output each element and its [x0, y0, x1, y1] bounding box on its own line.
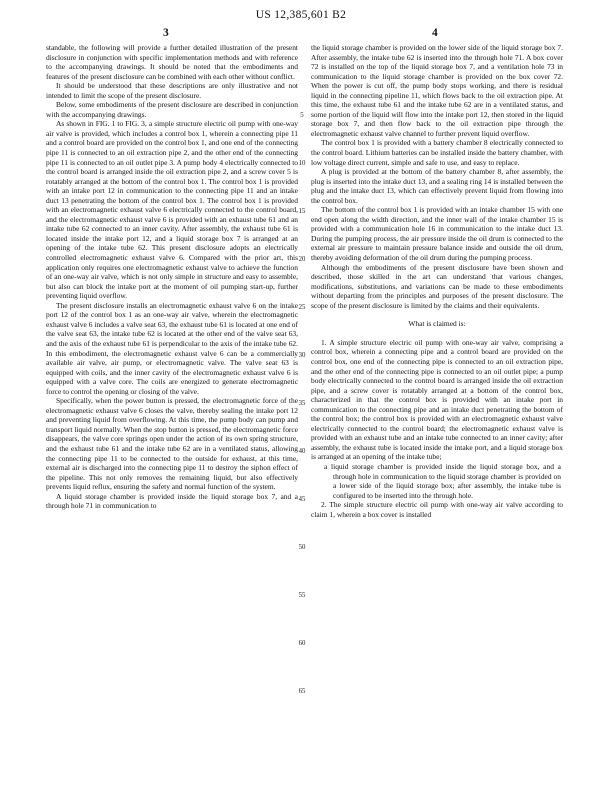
paragraph: As shown in FIG. 1 to FIG. 3, a simple structure electric oil pump with one-way air valve is provided, which includes a control box 1, wherein a connecting pipe 11 and a control board are provided on the control box 1, and one end of the connecting pipe 11 is connected to an oil extraction pipe 2, and the other end of the connecting pipe 11 is connected to an oil outlet pipe 3. A pump body 4 electrically connected to the control board is arranged inside the oil extraction pipe 2, and a screw cover 5 is rotatably arranged at the bottom of the control box 1. The control box 1 is provided with an intake port 12 in communication to the connecting pipe 11 and an intake duct 13 penetrating the bottom of the control box 1. The control box 1 is provided with an electromagnetic exhaust valve 6 electrically connected to the control board, and the electromagnetic exhaust valve 6 is provided with an exhaust tube 61 and an intake tube 62 connected to an inner cavity. After assembly, the exhaust tube 61 is located inside the intake port 12, and a liquid storage box 7 is arranged at an opening of the intake tube 62. This present disclosure adopts an electrically controlled electromagnetic exhaust valve 6. Compared with the prior art, this application only requires one electromagnetic exhaust valve to achieve the function of an one-way air valve, which is not only simple in structure and easy to assemble, but also can block the intake port at the moment of oil pumping start-up, further preventing liquid overflow.: [46, 119, 298, 301]
paragraph: Although the embodiments of the present disclosure have been shown and described, those skilled in the art can understand that various changes, modifications, substitutions, and variations can be made to these embodiments without departing from the principles and purposes of the present disclosure. The scope of the present disclosure is limited by the claims and their equivalents.: [311, 262, 563, 310]
paragraph: Below, some embodiments of the present disclosure are described in conjunction with the accompanying drawings.: [46, 100, 298, 119]
line-number: 15: [298, 208, 306, 215]
line-number: 25: [298, 304, 306, 311]
paragraph: the liquid storage chamber is provided on the lower side of the liquid storage box 7. After assembly, the intake tube 62 is inserted into the through hole 71. A box cover 72 is installed on the top of the liquid storage box 7, and a ventilation hole 73 in communication to the liquid storage chamber is provided on the box cover 72. When the power is cut off, the pump body stops working, and there is residual liquid in the connecting pipeline 11, which flows back to the oil extraction pipe. At this time, the exhaust tube 61 and the intake tube 62 are in a ventilated status, and some portion of the liquid will flow into the intake port 12, then stored in the liquid storage box 7, and then flow back to the oil extraction pipe through the electromagnetic exhaust valve channel to further prevent liquid overflow.: [311, 43, 563, 138]
line-number: 65: [298, 688, 306, 695]
claim-1: 1. A simple structure electric oil pump with one-way air valve, comprising a control box, wherein a connecting pipe and a control board are provided on the control box, one end of the connecting pipe is connected to an oil extraction pipe, and the other end of the connecting pipe is connected to an oil outlet pipe; a pump body electrically connected to the control board is arranged inside the oil extraction pipe, and a screw cover is rotatably arranged at a bottom of the control box, characterized in that the control box is provided with an intake port in communication to the connecting pipe and an intake duct penetrating the bottom of the control box; the control box is provided with an electromagnetic exhaust valve electrically connected to the control board; the electromagnetic exhaust valve is provided with an exhaust tube and an intake tube connected to an inner cavity; after assembly, the exhaust tube is located inside the intake port, and a liquid storage box is arranged at an opening of the intake tube;: [311, 337, 563, 462]
column-number-right: 4: [432, 27, 438, 39]
line-number: 20: [298, 256, 306, 263]
line-number: 35: [298, 400, 306, 407]
column-number-left: 3: [163, 27, 169, 39]
left-column: [46, 43, 298, 511]
paragraph: A plug is provided at the bottom of the battery chamber 8, after assembly, the plug is inserted into the intake duct 13, and a sealing ring 14 is installed between the plug and the intake duct 13, which can effectively prevent liquid from flowing into the control box.: [311, 167, 563, 205]
line-number: 30: [298, 352, 306, 359]
claims-heading: What is claimed is:: [408, 319, 466, 329]
line-number: 10: [298, 160, 306, 167]
line-number: 5: [300, 112, 304, 119]
paragraph: The present disclosure installs an electromagnetic exhaust valve 6 on the intake port 12 of the control box 1 as an one-way air valve, wherein the electromagnetic exhaust valve 6 includes a valve seat 63, the exhaust tube 61 is located at one end of the valve seat 63, the intake tube 62 is located at the other end of the valve seat 63, and the axis of the exhaust tube 61 is perpendicular to the axis of the intake tube 62. In this embodiment, the electromagnetic exhaust valve 6 can be a commercially available air valve, air pump, or electromagnetic valve. The valve seat 63 is equipped with coils, and the inner cavity of the electromagnetic exhaust valve 6 is equipped with a valve core. The coils are energized to generate electromagnetic force to control the opening or closing of the valve.: [46, 300, 298, 396]
right-column: [311, 43, 563, 519]
patent-number: US 12,385,601 B2: [255, 9, 347, 21]
paragraph: standable, the following will provide a further detailed illustration of the present disclosure in conjunction with specific implementation methods and with reference to the accompanying drawings. It should be noted that the embodiments and features of the present disclosure can be combined with each other without conflict.: [46, 43, 298, 81]
line-number: 60: [298, 640, 306, 647]
line-number: 55: [298, 592, 306, 599]
line-number: 45: [298, 496, 306, 503]
line-number: 40: [298, 448, 306, 455]
paragraph: The control box 1 is provided with a battery chamber 8 electrically connected to the control board. Lithium batteries can be installed inside the battery chamber, with low voltage direct current, simple and safe to use, and easy to replace.: [311, 138, 563, 167]
paragraph: It should be understood that these descriptions are only illustrative and not intended to limit the scope of the present disclosure.: [46, 81, 298, 100]
paragraph: The bottom of the control box 1 is provided with an intake chamber 15 with one end open along the width direction, and the inner wall of the intake chamber 15 is provided with a communication hole 16 in communication to the intake duct 13. During the pumping process, the air pressure inside the oil drum is connected to the external air pressure to maintain pressure balance inside and outside the oil drum, thereby avoiding deformation of the oil drum during the pumping process.: [311, 205, 563, 263]
claim-1-element: a liquid storage chamber is provided inside the liquid storage box, and a through hole in communication to the liquid storage chamber is provided on a lower side of the liquid storage box; after assembly, the intake tube is configured to be inserted into the through hole.: [324, 461, 561, 500]
paragraph: A liquid storage chamber is provided inside the liquid storage box 7, and a through hole 71 in communication to: [46, 491, 298, 511]
line-number: 50: [298, 544, 306, 551]
claim-2: 2. The simple structure electric oil pump with one-way air valve according to claim 1, wherein a box cover is installed: [311, 500, 563, 519]
paragraph: Specifically, when the power button is pressed, the electromagnetic force of the electromagnetic exhaust valve 6 closes the valve, thereby sealing the intake port 12 and preventing liquid from overflowing. At this time, the pump body can pump and transport liquid normally. When the stop button is pressed, the electromagnetic force disappears, the valve core springs open under the action of its own spring structure, and the exhaust tube 61 and the intake tube 62 are in a ventilated status, allowing the connecting pipe 11 to be connected to the outside for exhaust, at this time, external air is discharged into the connecting pipe 11 to destroy the siphon effect of the pipeline. This not only removes the remaining liquid, but also effectively prevents liquid reflux, ensuring the safety and normal function of the system.: [46, 396, 298, 492]
